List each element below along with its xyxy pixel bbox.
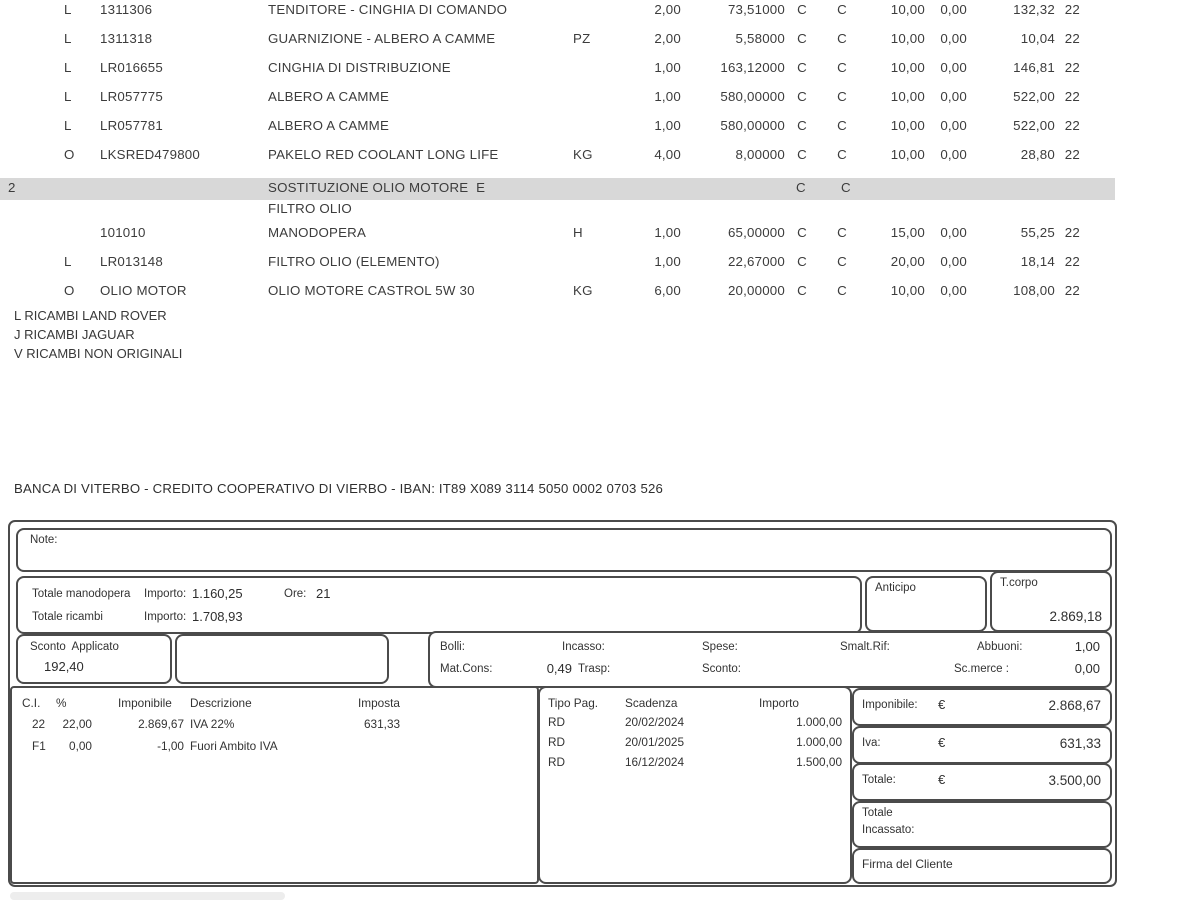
item-type: O — [64, 283, 75, 298]
tax-descrizione: Fuori Ambito IVA — [190, 739, 278, 753]
payment-importo: 1.000,00 — [796, 735, 842, 749]
totale-value: 3.500,00 — [1048, 773, 1101, 788]
tax-imponibile: -1,00 — [157, 739, 184, 753]
item-discount-2: 0,00 — [940, 283, 967, 298]
item-discount-2: 0,00 — [940, 254, 967, 269]
tax-ci: F1 — [32, 739, 46, 753]
fees-box — [428, 631, 1112, 688]
sconto-label: Sconto: — [702, 663, 741, 675]
invoice-summary-section — [8, 520, 1117, 887]
totale-ricambi-label: Totale ricambi — [32, 611, 103, 623]
item-total: 146,81 — [1013, 60, 1055, 75]
cut-off-text-fragment — [10, 892, 285, 900]
item-row — [0, 59, 1200, 88]
item-flag-2: C — [837, 2, 847, 17]
section-flag-2: C — [841, 180, 851, 195]
incasso-label: Incasso: — [562, 641, 605, 653]
invoice-items-rows — [0, 1, 1200, 311]
item-discount-1: 15,00 — [890, 225, 925, 240]
item-flag-2: C — [837, 254, 847, 269]
item-row — [0, 88, 1200, 117]
item-discount-2: 0,00 — [940, 118, 967, 133]
importo-label-2: Importo: — [144, 611, 187, 623]
item-quantity: 4,00 — [654, 147, 681, 162]
item-code: LR016655 — [100, 60, 163, 75]
item-discount-1: 10,00 — [890, 31, 925, 46]
tax-header-ci: C.I. — [22, 696, 41, 710]
totale-incassato-box — [852, 801, 1112, 848]
tax-ci: 22 — [32, 717, 46, 731]
item-unit-price: 22,67000 — [727, 254, 785, 269]
item-vat-code: 22 — [1064, 2, 1080, 17]
sc-merce-value: 0,00 — [1074, 661, 1100, 676]
pay-header-tipo: Tipo Pag. — [548, 696, 599, 710]
item-quantity: 1,00 — [654, 254, 681, 269]
item-code: 101010 — [100, 225, 146, 240]
section-description-line2: FILTRO OLIO — [268, 201, 352, 216]
item-total: 108,00 — [1013, 283, 1055, 298]
item-description: ALBERO A CAMME — [268, 89, 390, 104]
totale-manodopera-label: Totale manodopera — [32, 588, 131, 600]
item-code: OLIO MOTOR — [100, 283, 187, 298]
payment-tipo: RD — [548, 715, 566, 729]
item-type: L — [64, 118, 72, 133]
tcorpo-value: 2.869,18 — [1049, 609, 1102, 624]
item-unit: KG — [573, 147, 593, 162]
item-description: OLIO MOTORE CASTROL 5W 30 — [268, 283, 475, 298]
section-flag-1: C — [796, 180, 806, 195]
item-description: PAKELO RED COOLANT LONG LIFE — [268, 147, 499, 162]
item-discount-2: 0,00 — [940, 60, 967, 75]
item-total: 522,00 — [1013, 89, 1055, 104]
item-discount-2: 0,00 — [940, 31, 967, 46]
mat-cons-label: Mat.Cons: — [440, 663, 493, 675]
abbuoni-label: Abbuoni: — [977, 641, 1023, 653]
firma-label: Firma del Cliente — [862, 857, 953, 871]
item-discount-1: 10,00 — [890, 60, 925, 75]
item-quantity: 2,00 — [654, 2, 681, 17]
tax-imponibile: 2.869,67 — [138, 717, 184, 731]
item-flag-2: C — [837, 118, 847, 133]
anticipo-label: Anticipo — [875, 582, 916, 594]
item-flag-1: C — [797, 254, 807, 269]
item-quantity: 2,00 — [654, 31, 681, 46]
totale-label: Totale: — [862, 774, 896, 786]
item-code: LKSRED479800 — [100, 147, 200, 162]
importo-label-1: Importo: — [144, 588, 187, 600]
payment-scadenza: 16/12/2024 — [625, 755, 685, 769]
imponibile-total-box — [852, 688, 1112, 726]
item-flag-2: C — [837, 60, 847, 75]
bank-iban-line: BANCA DI VITERBO - CREDITO COOPERATIVO DI VIERBO - IBAN: IT89 X089 3114 5050 0002 0703 526 — [14, 481, 664, 496]
item-description: ALBERO A CAMME — [268, 118, 390, 133]
item-type: L — [64, 89, 72, 104]
ore-label: Ore: — [284, 588, 307, 600]
trasp-label: Trasp: — [578, 663, 611, 675]
section-description: SOSTITUZIONE OLIO MOTORE E — [268, 180, 486, 195]
item-total: 10,04 — [1020, 31, 1055, 46]
item-type: L — [64, 2, 72, 17]
item-flag-1: C — [797, 2, 807, 17]
item-vat-code: 22 — [1064, 225, 1080, 240]
anticipo-box — [865, 576, 987, 632]
item-description: GUARNIZIONE - ALBERO A CAMME — [268, 31, 496, 46]
item-description: FILTRO OLIO (ELEMENTO) — [268, 254, 440, 269]
spese-label: Spese: — [702, 641, 738, 653]
item-vat-code: 22 — [1064, 31, 1080, 46]
tax-imposta: 631,33 — [364, 717, 401, 731]
item-row — [0, 117, 1200, 146]
item-discount-2: 0,00 — [940, 147, 967, 162]
payment-scadenza: 20/02/2024 — [625, 715, 685, 729]
item-total: 132,32 — [1013, 2, 1055, 17]
item-total: 18,14 — [1020, 254, 1055, 269]
tax-header-descrizione: Descrizione — [190, 696, 252, 710]
payment-importo: 1.500,00 — [796, 755, 842, 769]
item-discount-2: 0,00 — [940, 89, 967, 104]
item-discount-1: 10,00 — [890, 283, 925, 298]
item-discount-1: 10,00 — [890, 89, 925, 104]
sconto-applicato-value: 192,40 — [44, 659, 84, 674]
item-flag-2: C — [837, 225, 847, 240]
item-flag-2: C — [837, 283, 847, 298]
item-unit: KG — [573, 283, 593, 298]
legend-non-originali: V RICAMBI NON ORIGINALI — [14, 346, 183, 361]
tax-descrizione: IVA 22% — [190, 717, 235, 731]
section-band — [0, 178, 1115, 200]
item-vat-code: 22 — [1064, 118, 1080, 133]
item-quantity: 1,00 — [654, 60, 681, 75]
payment-tipo: RD — [548, 755, 566, 769]
item-unit-price: 20,00000 — [727, 283, 785, 298]
item-row — [0, 224, 1200, 253]
item-description: MANODOPERA — [268, 225, 367, 240]
item-vat-code: 22 — [1064, 60, 1080, 75]
item-total: 55,25 — [1020, 225, 1055, 240]
euro-sign-1: € — [938, 697, 946, 712]
tax-pct: 0,00 — [69, 739, 92, 753]
labor-parts-totals-box — [16, 576, 862, 634]
item-discount-2: 0,00 — [940, 2, 967, 17]
mat-cons-value: 0,49 — [546, 661, 572, 676]
item-code: LR057781 — [100, 118, 163, 133]
parts-legend — [14, 306, 182, 363]
item-quantity: 1,00 — [654, 118, 681, 133]
note-label: Note: — [30, 534, 58, 546]
imponibile-label: Imponibile: — [862, 699, 918, 711]
abbuoni-value: 1,00 — [1074, 639, 1100, 654]
invoice-items-table — [0, 1, 1200, 311]
manodopera-importo-value: 1.160,25 — [192, 586, 243, 601]
payment-scadenza: 20/01/2025 — [625, 735, 685, 749]
tcorpo-label: T.corpo — [1000, 577, 1038, 589]
item-type: O — [64, 147, 75, 162]
imponibile-value: 2.868,67 — [1048, 698, 1101, 713]
pay-header-scadenza: Scadenza — [625, 696, 678, 710]
item-quantity: 1,00 — [654, 89, 681, 104]
tcorpo-box — [990, 571, 1112, 632]
item-flag-2: C — [837, 31, 847, 46]
item-flag-1: C — [797, 283, 807, 298]
incassato-label-line2: Incassato: — [862, 824, 915, 836]
item-row — [0, 1, 1200, 30]
ore-value: 21 — [316, 586, 331, 601]
euro-sign-2: € — [938, 735, 946, 750]
pay-header-importo: Importo — [759, 696, 799, 710]
item-type: L — [64, 60, 72, 75]
firma-cliente-box — [852, 848, 1112, 884]
item-unit: PZ — [573, 31, 591, 46]
item-vat-code: 22 — [1064, 89, 1080, 104]
item-flag-1: C — [797, 31, 807, 46]
item-quantity: 1,00 — [654, 225, 681, 240]
section-header-row — [0, 178, 1200, 224]
section-number: 2 — [8, 180, 16, 195]
item-vat-code: 22 — [1064, 147, 1080, 162]
item-flag-1: C — [797, 147, 807, 162]
item-total: 28,80 — [1020, 147, 1055, 162]
empty-box — [175, 634, 389, 684]
euro-sign-3: € — [938, 772, 946, 787]
note-box — [16, 528, 1112, 572]
item-total: 522,00 — [1013, 118, 1055, 133]
vat-summary-box — [10, 686, 539, 884]
item-code: LR057775 — [100, 89, 163, 104]
item-row — [0, 30, 1200, 59]
sconto-applicato-label: Sconto Applicato — [30, 641, 119, 653]
item-discount-1: 20,00 — [890, 254, 925, 269]
item-flag-2: C — [837, 89, 847, 104]
tax-header-pct: % — [56, 696, 67, 710]
item-code: 1311306 — [100, 2, 153, 17]
item-discount-1: 10,00 — [890, 147, 925, 162]
item-unit-price: 73,51000 — [727, 2, 785, 17]
item-code: 1311318 — [100, 31, 153, 46]
item-flag-1: C — [797, 89, 807, 104]
item-flag-1: C — [797, 60, 807, 75]
legend-jaguar: J RICAMBI JAGUAR — [14, 327, 135, 342]
item-description: CINGHIA DI DISTRIBUZIONE — [268, 60, 451, 75]
legend-land-rover: L RICAMBI LAND ROVER — [14, 308, 167, 323]
item-unit-price: 163,12000 — [720, 60, 785, 75]
item-unit-price: 5,58000 — [735, 31, 785, 46]
item-unit-price: 65,00000 — [727, 225, 785, 240]
item-discount-1: 10,00 — [890, 2, 925, 17]
tax-header-imposta: Imposta — [358, 696, 400, 710]
item-quantity: 6,00 — [654, 283, 681, 298]
payment-schedule-box — [538, 686, 852, 884]
grand-total-box — [852, 763, 1112, 801]
item-unit: H — [573, 225, 583, 240]
iva-total-box — [852, 726, 1112, 764]
payment-importo: 1.000,00 — [796, 715, 842, 729]
payment-tipo: RD — [548, 735, 566, 749]
tax-pct: 22,00 — [62, 717, 92, 731]
item-row — [0, 253, 1200, 282]
iva-value: 631,33 — [1059, 736, 1101, 751]
item-vat-code: 22 — [1064, 254, 1080, 269]
sconto-applicato-box — [16, 634, 172, 684]
item-row — [0, 146, 1200, 175]
item-discount-2: 0,00 — [940, 225, 967, 240]
sc-merce-label: Sc.merce : — [954, 663, 1009, 675]
ricambi-importo-value: 1.708,93 — [192, 609, 243, 624]
incassato-label-line1: Totale — [862, 807, 893, 819]
item-description: TENDITORE - CINGHIA DI COMANDO — [268, 2, 508, 17]
item-type: L — [64, 254, 72, 269]
bolli-label: Bolli: — [440, 641, 465, 653]
smalt-rif-label: Smalt.Rif: — [840, 641, 890, 653]
item-code: LR013148 — [100, 254, 163, 269]
iva-label: Iva: — [862, 737, 881, 749]
item-vat-code: 22 — [1064, 283, 1080, 298]
item-unit-price: 8,00000 — [735, 147, 785, 162]
item-unit-price: 580,00000 — [720, 118, 785, 133]
item-type: L — [64, 31, 72, 46]
item-flag-1: C — [797, 225, 807, 240]
item-flag-1: C — [797, 118, 807, 133]
item-unit-price: 580,00000 — [720, 89, 785, 104]
tax-header-imponibile: Imponibile — [118, 696, 172, 710]
item-discount-1: 10,00 — [890, 118, 925, 133]
item-flag-2: C — [837, 147, 847, 162]
